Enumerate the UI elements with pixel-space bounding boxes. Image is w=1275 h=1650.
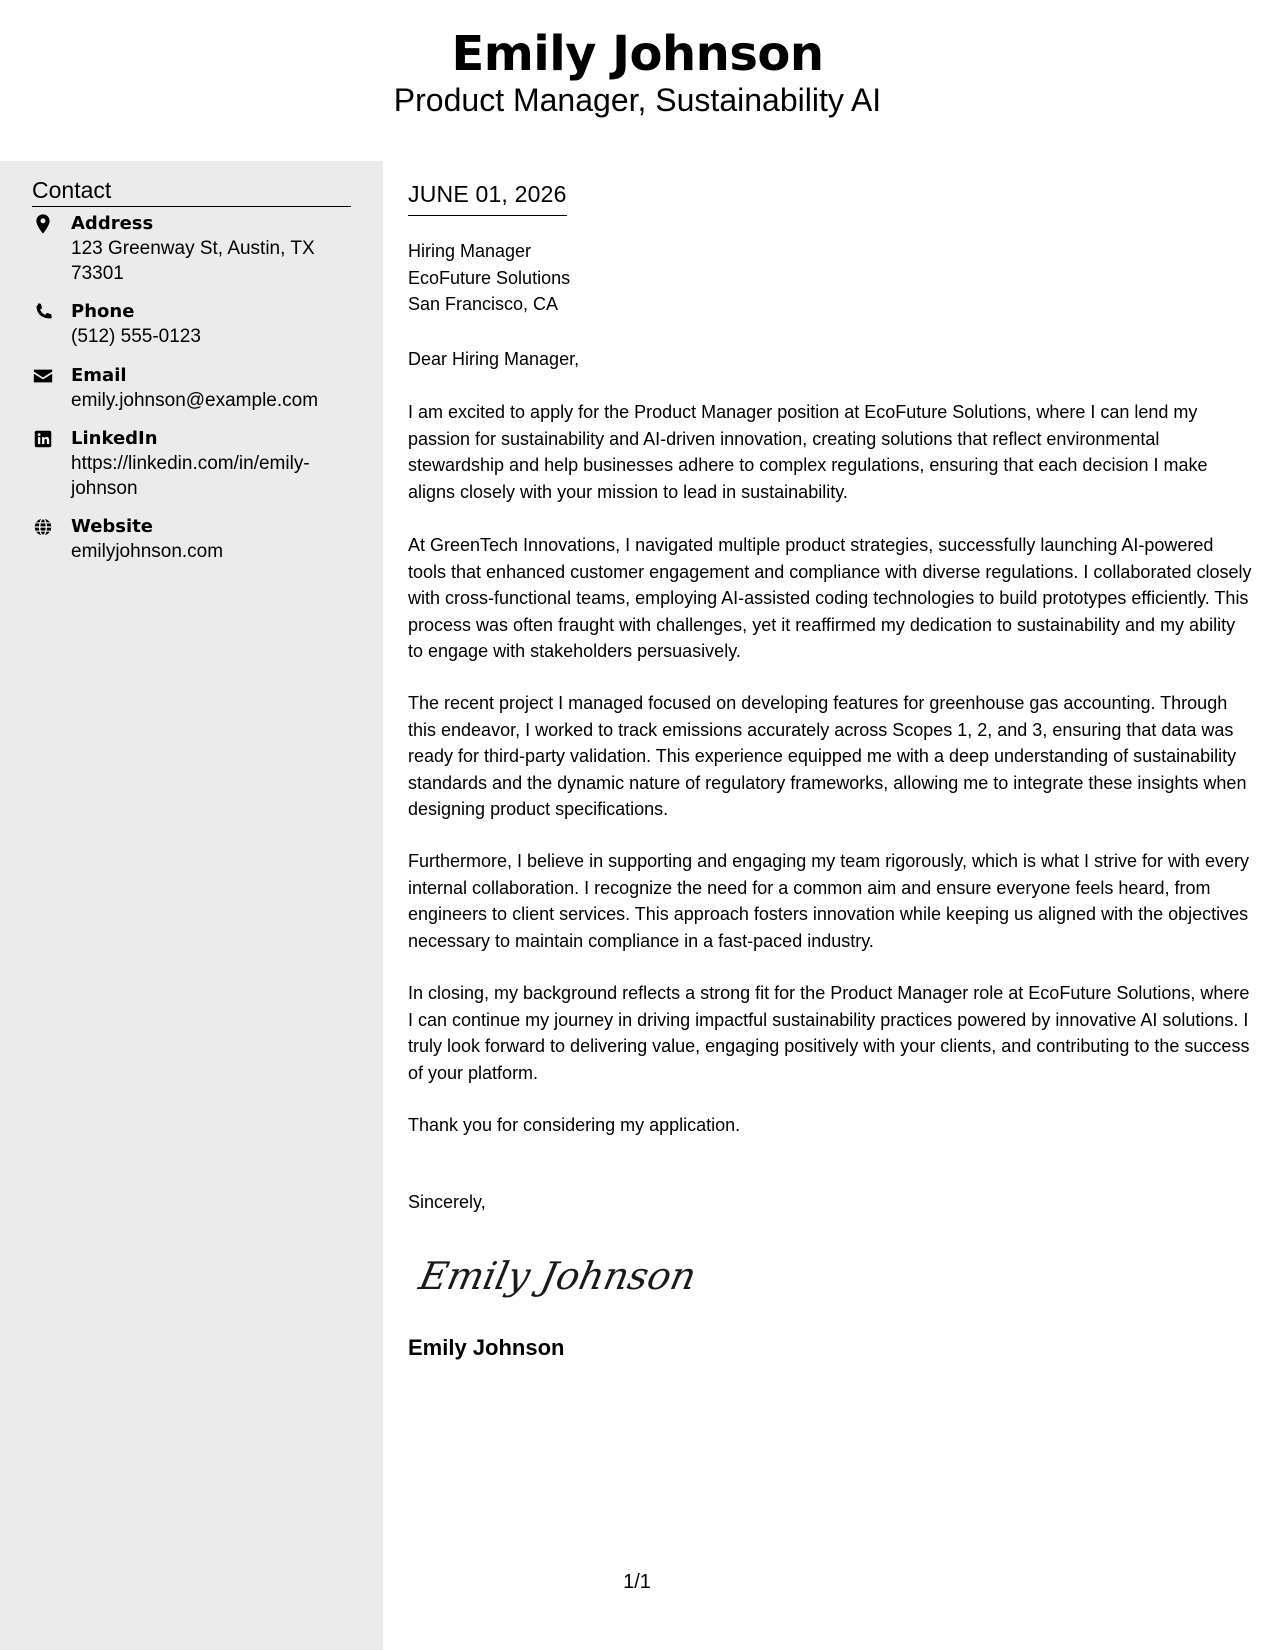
contact-value: 123 Greenway St, Austin, TX 73301 — [71, 238, 315, 284]
contact-sidebar — [0, 161, 383, 1650]
contact-label: Address — [71, 213, 154, 234]
contact-title: Contact — [32, 175, 351, 207]
contact-label: Email — [71, 365, 127, 386]
paragraph: The recent project I managed focused on developing features for greenhouse gas accounting. Through this endeavor, I worked to track emissions accurately across Scopes 1, 2, and 3, ensuring that data was ready for third-party validation. This experience equipped me with a deep understanding of sustainability standards and the dynamic nature of regulatory frameworks, allowing me to integrate these insights when designing product specifications. — [408, 693, 1247, 819]
letter-date: JUNE 01, 2026 — [408, 179, 567, 216]
paragraph: I am excited to apply for the Product Manager position at EcoFuture Solutions, where I can lend my passion for sustainability and AI-driven innovation, creating solutions that reflect environmental stewardship and help businesses adhere to complex regulations, ensuring that each decision I make aligns closely with your mission to lead in sustainability. — [408, 402, 1208, 502]
phone-icon — [32, 301, 54, 323]
salutation: Dear Hiring Manager, — [408, 349, 580, 369]
contact-label: Phone — [71, 301, 135, 322]
map-pin-icon — [32, 213, 54, 235]
signature-image — [415, 1239, 701, 1309]
contact-value: emily.johnson@example.com — [71, 390, 319, 411]
recipient-block — [408, 238, 570, 318]
contact-value: https://linkedin.com/in/emily-johnson — [71, 453, 310, 499]
globe-icon — [32, 516, 54, 538]
paragraph: At GreenTech Innovations, I navigated multiple product strategies, successfully launching AI-powered tools that enhanced customer engagement and compliance with diverse regulations. I collaborated closely with cross-functional teams, employing AI-assisted coding technologies to build prototypes efficiently. This process was often fraught with challenges, yet it reaffirmed my dedication to sustainability and my ability to engage with stakeholders persuasively. — [408, 535, 1252, 661]
signature-text: Emily Johnson — [415, 1254, 701, 1299]
contact-label: LinkedIn — [71, 428, 158, 449]
contact-value: emilyjohnson.com — [71, 541, 224, 562]
linkedin-icon — [32, 428, 54, 450]
applicant-name: Emily Johnson — [451, 26, 824, 82]
paragraph: Furthermore, I believe in supporting and engaging my team rigorously, which is what I strive for with every internal collaboration. I recognize the need for a common aim and ensure everyone feels heard, from engineers to client services. This approach fosters innovation while keeping us aligned with the objectives necessary to maintain compliance in a fast-paced industry. — [408, 851, 1250, 951]
recipient-location: San Francisco, CA — [408, 294, 559, 314]
signer-name: Emily Johnson — [408, 1335, 565, 1360]
page-number: 1/1 — [623, 1571, 651, 1593]
closing: Sincerely, — [408, 1192, 486, 1212]
envelope-icon — [32, 365, 54, 387]
paragraph: In closing, my background reflects a strong fit for the Product Manager role at EcoFuture Solutions, where I can continue my journey in driving impactful sustainability practices powered by innovative AI solutions. I truly look forward to delivering value, engaging positively with your clients, and contributing to the success of your platform. — [408, 983, 1250, 1083]
recipient-title: Hiring Manager — [408, 241, 532, 261]
contact-label: Website — [71, 516, 154, 537]
contact-value: (512) 555-0123 — [71, 326, 201, 347]
letter-header — [0, 0, 1275, 161]
applicant-role: Product Manager, Sustainability AI — [393, 82, 882, 118]
recipient-company: EcoFuture Solutions — [408, 267, 571, 288]
paragraph: Thank you for considering my application. — [408, 1115, 741, 1135]
